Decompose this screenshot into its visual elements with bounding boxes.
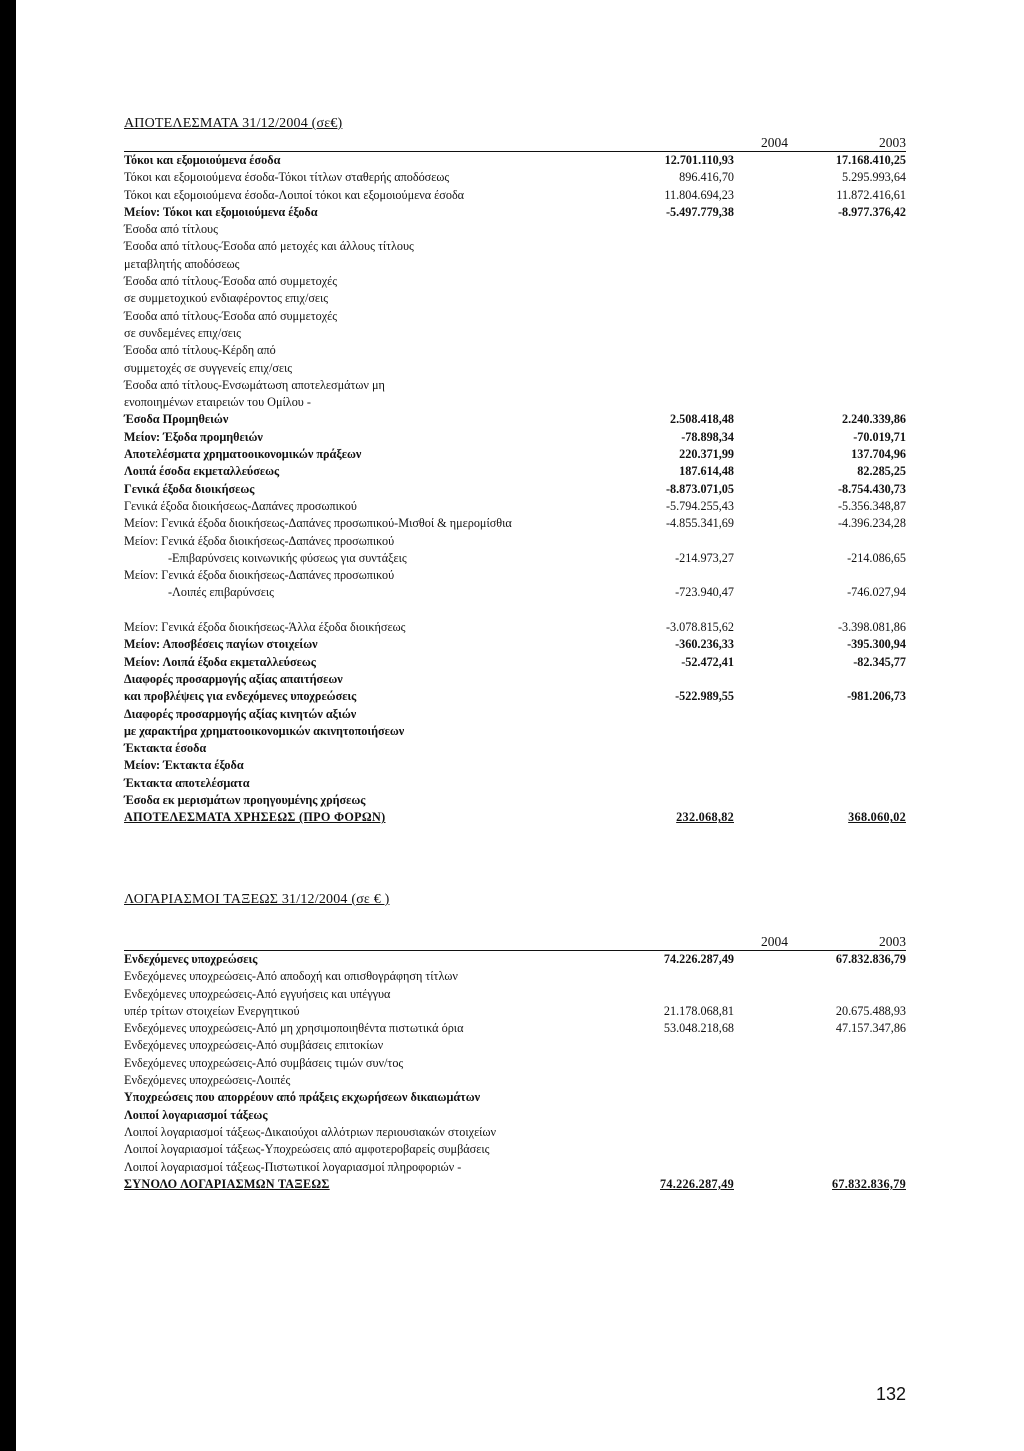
table-row [124, 723, 906, 740]
value-2003: -8.977.376,42 [837, 204, 906, 219]
results-title: ΑΠΟΤΕΛΕΣΜΑΤΑ 31/12/2004 (σε€) [124, 116, 343, 131]
table-row [124, 256, 906, 273]
table-row [124, 204, 906, 221]
document-page [16, 0, 1024, 1451]
value-2004: 896.416,70 [679, 170, 734, 185]
row-label: Λοιποί λογαριασμοί τάξεως-Δικαιούχοι αλλότριων περιουσιακών στοιχείων [124, 1124, 496, 1139]
table-row [124, 1003, 906, 1020]
row-label: -Επιβαρύνσεις κοινωνικής φύσεως για συντάξεις [168, 550, 407, 565]
table-row [124, 654, 906, 671]
table-row [124, 619, 906, 636]
row-label: Μείον: Έξοδα προμηθειών [124, 429, 263, 444]
row-label: συμμετοχές σε συγγενείς επιχ/σεις [124, 360, 293, 375]
table-row [124, 169, 906, 186]
row-label: σε συμμετοχικού ενδιαφέροντος επιχ/σεις [124, 291, 329, 306]
row-label: Ενδεχόμενες υποχρεώσεις [124, 952, 258, 966]
results-year-2003: 2003 [879, 135, 906, 150]
results-table [124, 133, 906, 827]
table-row [124, 1072, 906, 1089]
row-label: Τόκοι και εξομοιούμενα έσοδα [124, 153, 281, 167]
value-2004: 74.226.287,49 [660, 1176, 734, 1191]
accounts-title: ΛΟΓΑΡΙΑΣΜΟΙ ΤΑΞΕΩΣ 31/12/2004 (σε € ) [124, 892, 390, 907]
table-row [124, 429, 906, 446]
row-label: Έσοδα από τίτλους [124, 222, 218, 237]
value-2004: -3.078.815,62 [665, 620, 734, 635]
table-row [124, 1020, 906, 1037]
table-row [124, 550, 906, 567]
table-row [124, 567, 906, 584]
value-2004: 2.508.418,48 [670, 412, 734, 427]
table-row [124, 187, 906, 204]
value-2004: 220.371,99 [679, 447, 734, 462]
value-2003: -214.086,65 [847, 550, 906, 565]
table-row [124, 688, 906, 705]
row-label: Γενικά έξοδα διοικήσεως [124, 481, 255, 496]
table-row [124, 636, 906, 653]
table-row [124, 1089, 906, 1106]
value-2004: -5.794.255,43 [665, 498, 734, 513]
table-row [124, 1159, 906, 1176]
table-row [124, 411, 906, 428]
value-2003: -70.019,71 [853, 429, 906, 444]
value-2004: 53.048.218,68 [663, 1021, 734, 1036]
value-2004: 187.614,48 [679, 464, 734, 479]
row-label: Αποτελέσματα χρηματοοικονομικών πράξεων [124, 447, 362, 462]
row-label: Διαφορές προσαρμογής αξίας κινητών αξιών [124, 706, 357, 721]
value-2003: -82.345,77 [853, 654, 906, 669]
value-2003: 20.675.488,93 [835, 1003, 906, 1018]
row-label: Διαφορές προσαρμογής αξίας απαιτήσεων [124, 671, 343, 686]
row-label: Μείον: Γενικά έξοδα διοικήσεως-Δαπάνες προσωπικού [124, 568, 395, 583]
table-row [124, 792, 906, 809]
table-row [124, 951, 906, 968]
value-2003: 368.060,02 [848, 810, 906, 825]
table-row [124, 325, 906, 342]
row-label: Έκτακτα έσοδα [124, 741, 207, 756]
table-row [124, 986, 906, 1003]
row-label: Μείον: Τόκοι και εξομοιούμενα έξοδα [124, 204, 318, 219]
row-label: Υποχρεώσεις που απορρέουν από πράξεις εκχωρήσεων δικαιωμάτων [124, 1090, 481, 1105]
value-2004: 12.701.110,93 [664, 153, 734, 167]
row-label: Ενδεχόμενες υποχρεώσεις-Από αποδοχή και οπισθογράφηση τίτλων [124, 969, 458, 984]
row-label: Μείον: Έκτακτα έξοδα [124, 758, 244, 773]
table-row [124, 152, 906, 169]
row-label: ενοποιημένων εταιρειών του Ομίλου - [124, 395, 311, 410]
value-2004: 232.068,82 [676, 810, 734, 825]
row-label: Γενικά έξοδα διοικήσεως-Δαπάνες προσωπικού [124, 498, 357, 513]
row-label: Έσοδα από τίτλους-Έσοδα από συμμετοχές [124, 308, 338, 323]
value-2004: -360.236,33 [675, 637, 734, 652]
table-row [124, 740, 906, 757]
accounts-year-2004: 2004 [761, 934, 788, 949]
row-label: ΑΠΟΤΕΛΕΣΜΑΤΑ ΧΡΗΣΕΩΣ (ΠΡΟ ΦΟΡΩΝ) [124, 810, 386, 825]
table-row [124, 775, 906, 792]
table-row [124, 360, 906, 377]
spacer-row [124, 602, 906, 619]
value-2003: 11.872.416,61 [836, 187, 906, 202]
row-label: Μείον: Γενικά έξοδα διοικήσεως-Δαπάνες προσωπικού [124, 533, 395, 548]
row-label: Τόκοι και εξομοιούμενα έσοδα-Τόκοι τίτλων σταθερής αποδόσεως [124, 170, 450, 185]
row-label: Έκτακτα αποτελέσματα [124, 775, 250, 790]
value-2004: -522.989,55 [675, 689, 734, 704]
table-row [124, 515, 906, 532]
table-row [124, 757, 906, 774]
row-label: Μείον: Λοιπά έξοδα εκμεταλλεύσεως [124, 654, 316, 669]
value-2003: -746.027,94 [847, 585, 906, 600]
row-label: Έσοδα από τίτλους-Έσοδα από μετοχές και άλλους τίτλους [124, 239, 414, 254]
row-label: με χαρακτήρα χρηματοοικονομικών ακινητοποιήσεων [124, 723, 405, 738]
row-label: Έσοδα Προμηθειών [124, 412, 229, 427]
value-2003: 2.240.339,86 [842, 412, 906, 427]
row-label: ΣΥΝΟΛΟ ΛΟΓΑΡΙΑΣΜΩΝ ΤΑΞΕΩΣ [124, 1176, 330, 1191]
row-label: -Λοιπές επιβαρύνσεις [168, 585, 274, 600]
results-year-2004: 2004 [761, 135, 788, 150]
table-row [124, 671, 906, 688]
results-header [124, 133, 906, 152]
value-2004: -214.973,27 [675, 550, 734, 565]
value-2003: 17.168.410,25 [835, 153, 906, 167]
value-2003: -8.754.430,73 [837, 481, 906, 496]
table-row [124, 394, 906, 411]
row-label: Ενδεχόμενες υποχρεώσεις-Από εγγυήσεις και υπέγγυα [124, 986, 391, 1001]
row-label: Ενδεχόμενες υποχρεώσεις-Από συμβάσεις τιμών συν/τος [124, 1055, 404, 1070]
table-row [124, 1055, 906, 1072]
table-row [124, 968, 906, 985]
row-label: Λοιπά έσοδα εκμεταλλεύσεως [124, 464, 280, 479]
table-row [124, 481, 906, 498]
row-label: Έσοδα από τίτλους-Ενσωμάτωση αποτελεσμάτων μη [124, 377, 385, 392]
row-label: Λοιποί λογαριασμοί τάξεως-Υποχρεώσεις από αμφοτεροβαρείς συμβάσεις [124, 1142, 490, 1157]
table-row [124, 308, 906, 325]
value-2003: -4.396.234,28 [837, 516, 906, 531]
row-label: υπέρ τρίτων στοιχείων Ενεργητικού [124, 1003, 300, 1018]
table-row [124, 463, 906, 480]
value-2003: 67.832.836,79 [832, 1176, 906, 1191]
accounts-year-2003: 2003 [879, 934, 906, 949]
row-label: Μείον: Αποσβέσεις παγίων στοιχείων [124, 637, 318, 652]
row-label: σε συνδεμένες επιχ/σεις [124, 325, 242, 340]
value-2003: -5.356.348,87 [837, 498, 906, 513]
value-2004: 11.804.694,23 [664, 187, 734, 202]
row-label: Ενδεχόμενες υποχρεώσεις-Λοιπές [124, 1073, 291, 1088]
value-2003: 137.704,96 [851, 447, 906, 462]
table-row [124, 342, 906, 359]
row-label: Λοιποί λογαριασμοί τάξεως [124, 1107, 268, 1122]
value-2004: 74.226.287,49 [663, 952, 734, 966]
row-label: Έσοδα εκ μερισμάτων προηγουμένης χρήσεως [124, 792, 366, 807]
value-2003: 82.285,25 [857, 464, 906, 479]
total-row [124, 809, 906, 826]
table-row [124, 446, 906, 463]
row-label: Τόκοι και εξομοιούμενα έσοδα-Λοιποί τόκοι και εξομοιούμενα έσοδα [124, 187, 465, 202]
table-row [124, 1107, 906, 1124]
table-row [124, 1124, 906, 1141]
value-2004: 21.178.068,81 [663, 1003, 734, 1018]
accounts-table [124, 932, 906, 1193]
value-2003: 67.832.836,79 [835, 952, 906, 966]
value-2004: -52.472,41 [681, 654, 734, 669]
row-label: Μείον: Γενικά έξοδα διοικήσεως-Άλλα έξοδα διοικήσεως [124, 620, 406, 635]
total-row [124, 1176, 906, 1193]
table-row [124, 706, 906, 723]
row-label: Έσοδα από τίτλους-Κέρδη από [124, 343, 276, 358]
value-2003: -3.398.081,86 [837, 620, 906, 635]
table-row [124, 377, 906, 394]
row-label: και προβλέψεις για ενδεχόμενες υποχρεώσεις [124, 689, 357, 704]
table-row [124, 273, 906, 290]
table-row [124, 290, 906, 307]
table-row [124, 584, 906, 601]
value-2003: -981.206,73 [847, 689, 906, 704]
page-number: 132 [875, 1384, 906, 1404]
table-row [124, 533, 906, 550]
row-label: Έσοδα από τίτλους-Έσοδα από συμμετοχές [124, 274, 338, 289]
table-row [124, 1037, 906, 1054]
table-row [124, 1141, 906, 1158]
value-2004: -4.855.341,69 [665, 516, 734, 531]
table-row [124, 221, 906, 238]
row-label: Μείον: Γενικά έξοδα διοικήσεως-Δαπάνες προσωπικού-Μισθοί & ημερομίσθια [124, 516, 512, 531]
row-label: Ενδεχόμενες υποχρεώσεις-Από μη χρησιμοποιηθέντα πιστωτικά όρια [124, 1021, 464, 1036]
value-2003: 5.295.993,64 [842, 170, 906, 185]
value-2004: -723.940,47 [675, 585, 734, 600]
value-2004: -78.898,34 [681, 429, 734, 444]
value-2003: -395.300,94 [847, 637, 906, 652]
table-row [124, 238, 906, 255]
value-2003: 47.157.347,86 [835, 1021, 906, 1036]
accounts-header [124, 932, 906, 951]
row-label: Ενδεχόμενες υποχρεώσεις-Από συμβάσεις επιτοκίων [124, 1038, 384, 1053]
row-label: Λοιποί λογαριασμοί τάξεως-Πιστωτικοί λογαριασμοί πληροφοριών - [124, 1159, 462, 1174]
value-2004: -8.873.071,05 [665, 481, 734, 496]
row-label: μεταβλητής αποδόσεως [124, 256, 240, 271]
table-row [124, 498, 906, 515]
value-2004: -5.497.779,38 [665, 204, 734, 219]
